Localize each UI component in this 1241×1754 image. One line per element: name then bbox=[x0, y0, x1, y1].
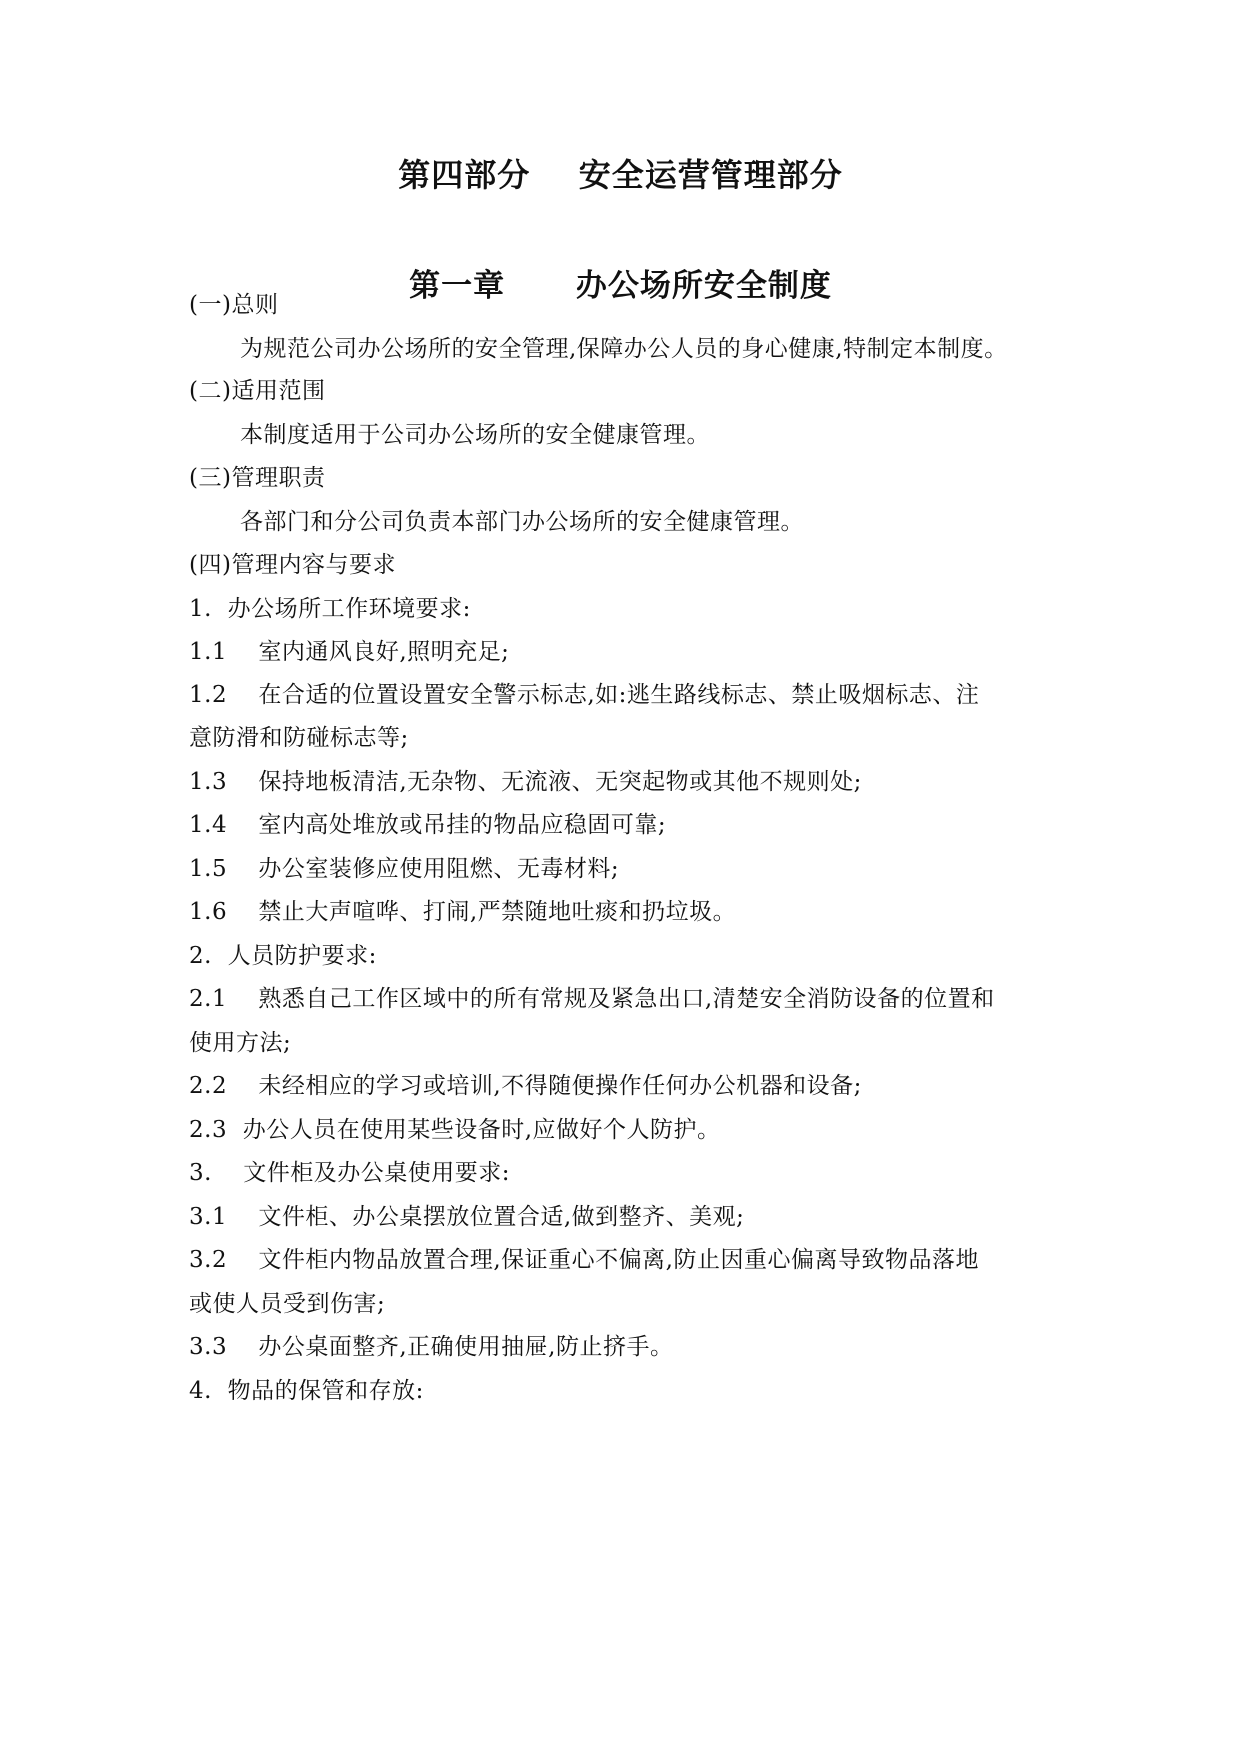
list-item: 3. 文件柜及办公桌使用要求: bbox=[189, 1160, 510, 1186]
list-item: 1.2 在合适的位置设置安全警示标志,如:逃生路线标志、禁止吸烟标志、注 bbox=[189, 682, 980, 708]
paragraph-scope: 本制度适用于公司办公场所的安全健康管理。 bbox=[240, 422, 710, 448]
list-item: 1.1 室内通风良好,照明充足; bbox=[189, 639, 510, 665]
list-item: 3.2 文件柜内物品放置合理,保证重心不偏离,防止因重心偏离导致物品落地 bbox=[189, 1247, 979, 1273]
section-heading-scope: (二)适用范围 bbox=[189, 378, 326, 404]
list-item-continuation: 意防滑和防碰标志等; bbox=[189, 725, 409, 751]
list-item: 2.2 未经相应的学习或培训,不得随便操作任何办公机器和设备; bbox=[189, 1073, 862, 1099]
list-item: 2.1 熟悉自己工作区域中的所有常规及紧急出口,清楚安全消防设备的位置和 bbox=[189, 986, 995, 1012]
list-item: 2.3 办公人员在使用某些设备时,应做好个人防护。 bbox=[189, 1117, 721, 1143]
list-item: 1.3 保持地板清洁,无杂物、无流液、无突起物或其他不规则处; bbox=[189, 769, 862, 795]
part-title: 第四部分 安全运营管理部分 bbox=[398, 156, 843, 194]
list-item: 2. 人员防护要求: bbox=[189, 943, 377, 969]
list-item: 1.6 禁止大声喧哗、打闹,严禁随地吐痰和扔垃圾。 bbox=[189, 899, 737, 925]
list-item: 3.3 办公桌面整齐,正确使用抽屉,防止挤手。 bbox=[189, 1334, 674, 1360]
list-item: 1.5 办公室装修应使用阻燃、无毒材料; bbox=[189, 856, 620, 882]
section-heading-general: (一)总则 bbox=[189, 292, 279, 318]
chapter-title: 第一章 办公场所安全制度 bbox=[409, 268, 832, 304]
section-heading-responsibility: (三)管理职责 bbox=[189, 465, 326, 491]
paragraph-purpose: 为规范公司办公场所的安全管理,保障办公人员的身心健康,特制定本制度。 bbox=[240, 336, 1008, 362]
list-item: 1. 办公场所工作环境要求: bbox=[189, 596, 471, 622]
section-heading-requirements: (四)管理内容与要求 bbox=[189, 552, 396, 578]
paragraph-responsibility: 各部门和分公司负责本部门办公场所的安全健康管理。 bbox=[240, 509, 804, 535]
list-item: 3.1 文件柜、办公桌摆放位置合适,做到整齐、美观; bbox=[189, 1204, 745, 1230]
list-item-continuation: 使用方法; bbox=[189, 1030, 292, 1056]
list-item: 1.4 室内高处堆放或吊挂的物品应稳固可靠; bbox=[189, 812, 667, 838]
list-item-continuation: 或使人员受到伤害; bbox=[189, 1291, 386, 1317]
list-item: 4. 物品的保管和存放: bbox=[189, 1378, 424, 1404]
